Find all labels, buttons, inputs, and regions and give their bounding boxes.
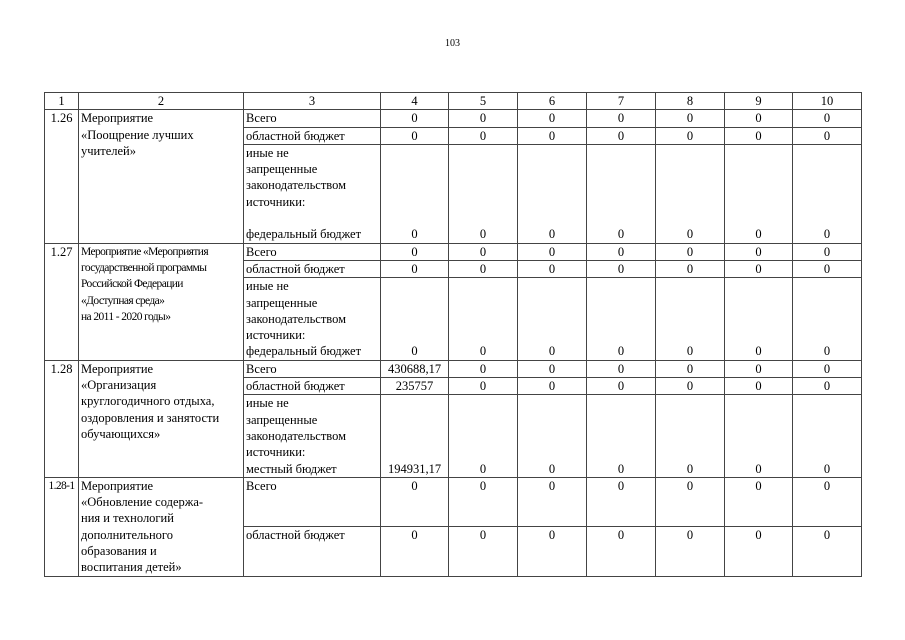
- value-cell: 0: [793, 395, 862, 477]
- value-cell: 0: [381, 110, 449, 127]
- value-cell: 0: [725, 127, 793, 144]
- header-cell: 1: [45, 93, 79, 110]
- value-cell: 0: [656, 144, 725, 243]
- value-cell: 0: [381, 260, 449, 277]
- header-row: [45, 93, 862, 110]
- funding-source: Всего: [244, 110, 381, 127]
- value-cell: 0: [518, 260, 587, 277]
- item-name: Мероприятие «Мероприятия государственной программы Российской Федерации «Доступная среда» на 2011 - 2020 годы»: [79, 243, 244, 360]
- value-cell: 194931,17: [381, 395, 449, 477]
- value-cell: 0: [725, 144, 793, 243]
- funding-source: иные не запрещенные законодательством источники: федеральный бюджет: [244, 144, 381, 243]
- value-cell: 0: [793, 378, 862, 395]
- header-cell: 6: [518, 93, 587, 110]
- funding-source: Всего: [244, 360, 381, 377]
- table-row: [45, 243, 862, 260]
- value-cell: 0: [518, 144, 587, 243]
- value-cell: 0: [518, 110, 587, 127]
- value-cell: 0: [381, 477, 449, 526]
- value-cell: 0: [587, 527, 656, 576]
- value-cell: 0: [793, 360, 862, 377]
- value-cell: 0: [793, 110, 862, 127]
- value-cell: 0: [381, 127, 449, 144]
- header-cell: 10: [793, 93, 862, 110]
- item-number: 1.26: [45, 110, 79, 243]
- value-cell: 0: [725, 477, 793, 526]
- value-cell: 0: [518, 360, 587, 377]
- value-cell: 0: [449, 395, 518, 477]
- funding-source: иные не запрещенные законодательством источники: местный бюджет: [244, 395, 381, 477]
- header-cell: 9: [725, 93, 793, 110]
- header-cell: 7: [587, 93, 656, 110]
- value-cell: 0: [518, 477, 587, 526]
- value-cell: 0: [587, 278, 656, 360]
- value-cell: 0: [793, 144, 862, 243]
- value-cell: 0: [793, 477, 862, 526]
- header-cell: 8: [656, 93, 725, 110]
- value-cell: 0: [587, 260, 656, 277]
- value-cell: 0: [656, 527, 725, 576]
- item-number: 1.28-1: [45, 477, 79, 576]
- value-cell: 0: [518, 243, 587, 260]
- value-cell: 0: [587, 110, 656, 127]
- value-cell: 0: [725, 278, 793, 360]
- item-number: 1.27: [45, 243, 79, 360]
- value-cell: 0: [656, 260, 725, 277]
- funding-source: областной бюджет: [244, 378, 381, 395]
- value-cell: 0: [449, 127, 518, 144]
- table-row: [45, 477, 862, 526]
- table-body: [45, 93, 862, 577]
- item-number: 1.28: [45, 360, 79, 477]
- value-cell: 0: [381, 243, 449, 260]
- value-cell: 0: [587, 395, 656, 477]
- header-cell: 2: [79, 93, 244, 110]
- value-cell: 0: [656, 278, 725, 360]
- value-cell: 0: [725, 243, 793, 260]
- value-cell: 0: [449, 527, 518, 576]
- value-cell: 0: [725, 110, 793, 127]
- value-cell: 0: [793, 278, 862, 360]
- value-cell: 0: [656, 477, 725, 526]
- value-cell: 0: [587, 144, 656, 243]
- value-cell: 0: [381, 527, 449, 576]
- item-name: Мероприятие «Обновление содержа- ния и технологий дополнительного образования и воспитания детей»: [79, 477, 244, 576]
- value-cell: 0: [587, 243, 656, 260]
- value-cell: 0: [518, 395, 587, 477]
- value-cell: 0: [725, 395, 793, 477]
- value-cell: 0: [793, 127, 862, 144]
- value-cell: 0: [449, 278, 518, 360]
- budget-table: [44, 92, 862, 577]
- value-cell: 0: [656, 127, 725, 144]
- value-cell: 0: [656, 243, 725, 260]
- value-cell: 0: [518, 378, 587, 395]
- table-row: [45, 110, 862, 127]
- value-cell: 0: [656, 395, 725, 477]
- value-cell: 0: [656, 110, 725, 127]
- funding-source: Всего: [244, 477, 381, 526]
- value-cell: 0: [587, 360, 656, 377]
- value-cell: 0: [793, 243, 862, 260]
- value-cell: 0: [793, 260, 862, 277]
- value-cell: 430688,17: [381, 360, 449, 377]
- funding-source: Всего: [244, 243, 381, 260]
- funding-source: иные не запрещенные законодательством источники: федеральный бюджет: [244, 278, 381, 360]
- value-cell: 0: [381, 278, 449, 360]
- header-cell: 5: [449, 93, 518, 110]
- value-cell: 0: [449, 260, 518, 277]
- value-cell: 0: [587, 127, 656, 144]
- value-cell: 0: [587, 477, 656, 526]
- value-cell: 0: [518, 127, 587, 144]
- value-cell: 0: [449, 477, 518, 526]
- funding-source: областной бюджет: [244, 127, 381, 144]
- value-cell: 0: [725, 360, 793, 377]
- value-cell: 0: [449, 243, 518, 260]
- value-cell: 0: [793, 527, 862, 576]
- value-cell: 0: [449, 360, 518, 377]
- value-cell: 235757: [381, 378, 449, 395]
- item-name: Мероприятие «Организация круглогодичного отдыха, оздоровления и занятости обучающихся»: [79, 360, 244, 477]
- funding-source: областной бюджет: [244, 527, 381, 576]
- value-cell: 0: [518, 278, 587, 360]
- value-cell: 0: [518, 527, 587, 576]
- value-cell: 0: [656, 378, 725, 395]
- funding-source: областной бюджет: [244, 260, 381, 277]
- value-cell: 0: [656, 360, 725, 377]
- value-cell: 0: [725, 527, 793, 576]
- value-cell: 0: [725, 260, 793, 277]
- page-number: 103: [445, 38, 460, 49]
- table-row: [45, 360, 862, 377]
- value-cell: 0: [725, 378, 793, 395]
- value-cell: 0: [587, 378, 656, 395]
- value-cell: 0: [449, 110, 518, 127]
- value-cell: 0: [381, 144, 449, 243]
- item-name: Мероприятие «Поощрение лучших учителей»: [79, 110, 244, 243]
- header-cell: 3: [244, 93, 381, 110]
- header-cell: 4: [381, 93, 449, 110]
- value-cell: 0: [449, 144, 518, 243]
- value-cell: 0: [449, 378, 518, 395]
